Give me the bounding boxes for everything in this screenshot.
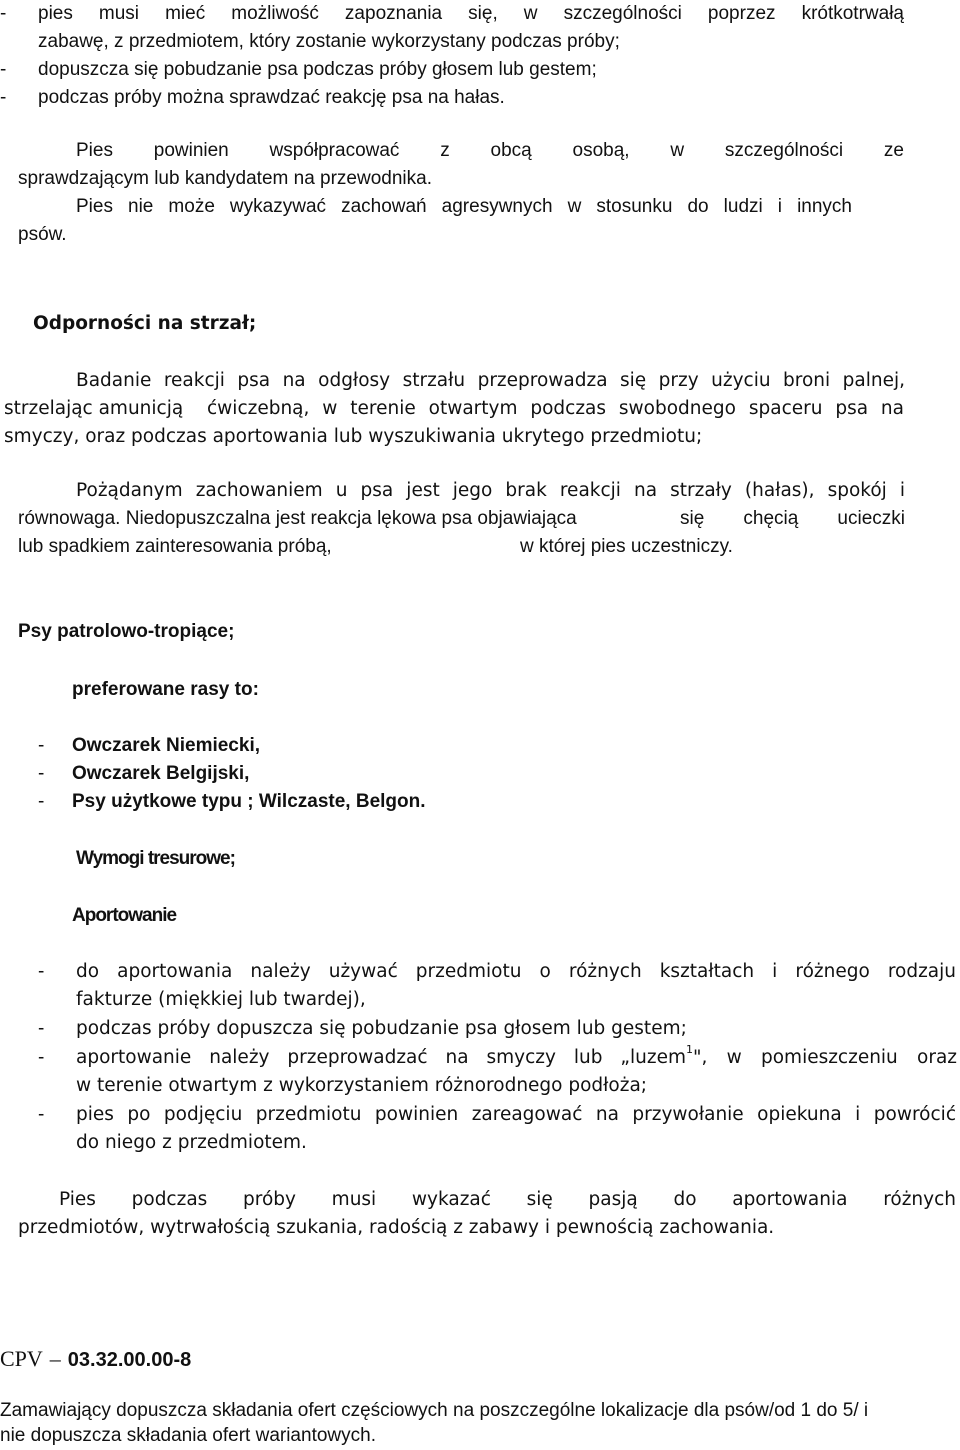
cpv-number: 03.32.00.00-8 <box>67 1349 192 1371</box>
list-dash: - <box>38 791 45 812</box>
shot-heading: Odporności na strzał; <box>33 313 257 334</box>
list-dash: - <box>38 1018 45 1039</box>
footer-line1: Zamawiający dopuszcza składania ofert częściowych na poszczególne lokalizacje dla psów/od 1 do 5/ i <box>0 1400 869 1421</box>
shot-para2-line2a: równowaga. Niedopuszczalna jest reakcja lękowa psa objawiająca <box>18 508 577 529</box>
shot-para2-line1: Pożądanym zachowaniem u psa jest jego brak reakcji na strzały (hałas), spokój i <box>76 480 905 501</box>
intro-item-3: podczas próby można sprawdzać reakcję psa na hałas. <box>38 87 505 108</box>
fetch-item-2: podczas próby dopuszcza się pobudzanie psa głosem lub gestem; <box>76 1018 687 1039</box>
fetch-item-3-line1b: ", w pomieszczeniu oraz <box>693 1047 957 1068</box>
shot-para2-line3b: w której pies uczestniczy. <box>520 536 733 557</box>
fetch-item-4-line2: do niego z przedmiotem. <box>76 1132 307 1153</box>
para-cooperate-line1: Pies powinien współpracować z obcą osobą, w szczególności ze <box>76 140 904 161</box>
shot-para2-line3a: lub spadkiem zainteresowania próbą, <box>18 536 332 557</box>
footer-line2: nie dopuszcza składania ofert wariantowych. <box>0 1425 376 1446</box>
cpv-code <box>0 1344 191 1375</box>
shot-para1-line2a: strzelając amunicją <box>4 398 184 419</box>
fetch-item-4-line1: pies po podjęciu przedmiotu powinien zareagować na przywołanie opiekuna i powrócić <box>76 1104 956 1125</box>
fetch-heading: Aportowanie <box>72 905 177 926</box>
list-dash: - <box>38 763 45 784</box>
cpv-label: CPV <box>0 1346 43 1371</box>
para-aggression-line2: psów. <box>18 224 67 245</box>
list-dash: - <box>0 59 7 80</box>
training-heading: Wymogi tresurowe; <box>76 848 235 869</box>
fetch-summary-line2: przedmiotów, wytrwałością szukania, radością z zabawy i pewnością zachowania. <box>18 1217 775 1238</box>
intro-item-1-line1: pies musi mieć możliwość zapoznania się, w szczególności poprzez krótkotrwałą <box>38 3 904 24</box>
fetch-summary-line1: Pies podczas próby musi wykazać się pasją do aportowania różnych <box>59 1189 956 1210</box>
list-dash: - <box>38 961 45 982</box>
breed-item: Owczarek Belgijski, <box>72 763 250 784</box>
breeds-heading: preferowane rasy to: <box>72 679 259 700</box>
shot-para2-line2b: się chęcią ucieczki <box>680 508 905 529</box>
list-dash: - <box>38 1104 45 1125</box>
shot-para1-line3: smyczy, oraz podczas aportowania lub wyszukiwania ukrytego przedmiotu; <box>4 426 703 447</box>
fetch-item-3-line1a: aportowanie należy przeprowadzać na smyczy lub „luzem <box>76 1047 686 1068</box>
footnote-marker: 1 <box>686 1043 693 1056</box>
breed-item: Owczarek Niemiecki, <box>72 735 260 756</box>
patrol-heading: Psy patrolowo-tropiące; <box>18 621 235 642</box>
fetch-item-1-line1: do aportowania należy używać przedmiotu o różnych kształtach i różnego rodzaju <box>76 961 956 982</box>
fetch-item-3-line2: w terenie otwartym z wykorzystaniem różnorodnego podłoża; <box>76 1075 648 1096</box>
fetch-item-1-line2: fakturze (miękkiej lub twardej), <box>76 989 366 1010</box>
breed-item: Psy użytkowe typu ; Wilczaste, Belgon. <box>72 791 426 812</box>
cpv-dash: – <box>49 1346 61 1371</box>
para-aggression-line1: Pies nie może wykazywać zachowań agresywnych w stosunku do ludzi i innych <box>76 196 852 217</box>
list-dash: - <box>0 87 7 108</box>
list-dash: - <box>0 3 7 24</box>
shot-para1-line2b: ćwiczebną, w terenie otwartym podczas swobodnego spaceru psa na <box>207 398 904 419</box>
shot-para1-line1: Badanie reakcji psa na odgłosy strzału przeprowadza się przy użyciu broni palnej, <box>76 370 905 391</box>
list-dash: - <box>38 735 45 756</box>
intro-item-1-line2: zabawę, z przedmiotem, który zostanie wykorzystany podczas próby; <box>38 31 620 52</box>
intro-item-2: dopuszcza się pobudzanie psa podczas próby głosem lub gestem; <box>38 59 597 80</box>
para-cooperate-line2: sprawdzającym lub kandydatem na przewodnika. <box>18 168 432 189</box>
list-dash: - <box>38 1047 45 1068</box>
